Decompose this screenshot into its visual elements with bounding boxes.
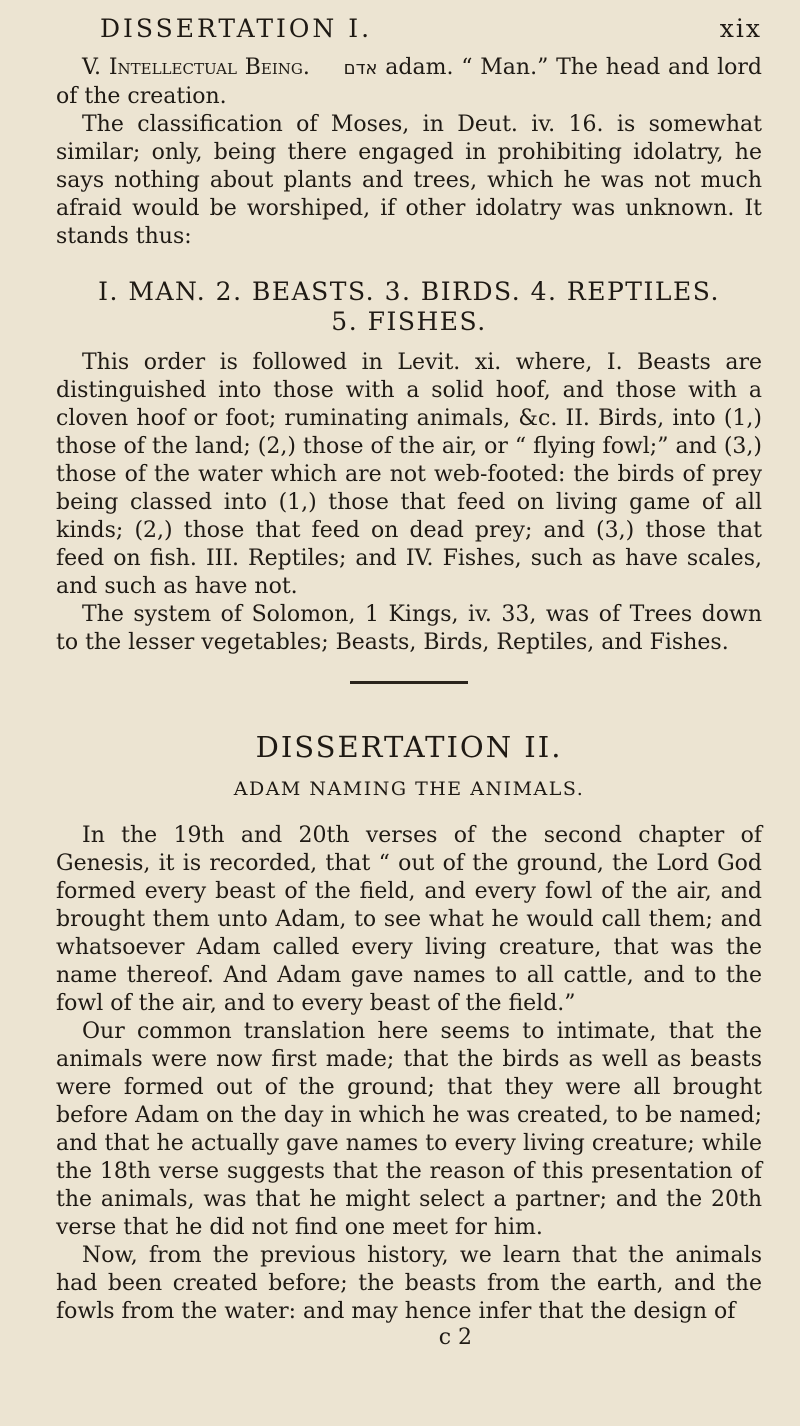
- classification-line-2: 5. FISHES.: [331, 307, 487, 336]
- dissertation-heading: DISSERTATION II.: [255, 730, 563, 764]
- section-v-text: adam. “ Man.” The head and lord of the creation.: [56, 55, 762, 109]
- paragraph-translation: Our common translation here seems to intimate, that the animals were now first made; that the birds as well as beasts were formed out of the ground; that they were all brought before Adam on the day in which he was created, to be named; and that he actually gave names to every living creature; while the 18th verse suggests that the reason of this presentation of the animals, was that he might select a partner; and the 20th verse that he did not find one meet for him.: [56, 1019, 762, 1240]
- dissertation-subheading: ADAM NAMING THE ANIMALS.: [233, 778, 585, 800]
- classification-list: [56, 277, 762, 337]
- section-v-label: V. Intellectual Being.: [82, 55, 310, 80]
- book-page: [56, 14, 762, 1350]
- paragraph-leviticus: This order is followed in Levit. xi. where, I. Beasts are distinguished into those with a solid hoof, and those with a cloven hoof or foot; ruminating animals, &c. II. Birds, into (1,) those of the land; (2,) those of the air, or “ flying fowl;” and (3,) those of the water which are not web-footed: the birds of prey being classed into (1,) those that feed on living game of all kinds; (2,) those that feed on dead prey; and (3,) those that feed on fish. III. Reptiles; and IV. Fishes, such as have scales, and such as have not.: [56, 350, 762, 599]
- paragraph-now: Now, from the previous history, we learn that the animals had been created before; the beasts from the earth, and the fowls from the water: and may hence infer that the design of: [56, 1243, 762, 1324]
- paragraph-solomon: The system of Solomon, 1 Kings, iv. 33, was of Trees down to the lesser vegetables; Beasts, Birds, Reptiles, and Fishes.: [56, 602, 762, 655]
- hebrew-word: אדם: [343, 58, 378, 79]
- section-divider: [350, 681, 468, 684]
- classification-line-1: I. MAN. 2. BEASTS. 3. BIRDS. 4. REPTILES.: [98, 277, 720, 306]
- paragraph-moses: The classification of Moses, in Deut. iv. 16. is somewhat similar; only, being there engaged in prohibiting idolatry, he says nothing about plants and trees, which he was not much afraid would be worshiped, if other idolatry was unknown. It stands thus:: [56, 112, 762, 249]
- section-v-paragraph: [56, 54, 762, 111]
- page-number: xix: [719, 14, 762, 43]
- running-head: [56, 14, 762, 54]
- paragraph-genesis: In the 19th and 20th verses of the second chapter of Genesis, it is recorded, that “ out of the ground, the Lord God formed every beast of the field, and every fowl of the air, and brought them unto Adam, to see what he would call them; and whatsoever Adam called every living creature, that was the name thereof. And Adam gave names to all cattle, and to the fowl of the air, and to every beast of the field.”: [56, 823, 762, 1016]
- signature-mark: c 2: [438, 1325, 472, 1350]
- running-title: DISSERTATION I.: [100, 14, 373, 43]
